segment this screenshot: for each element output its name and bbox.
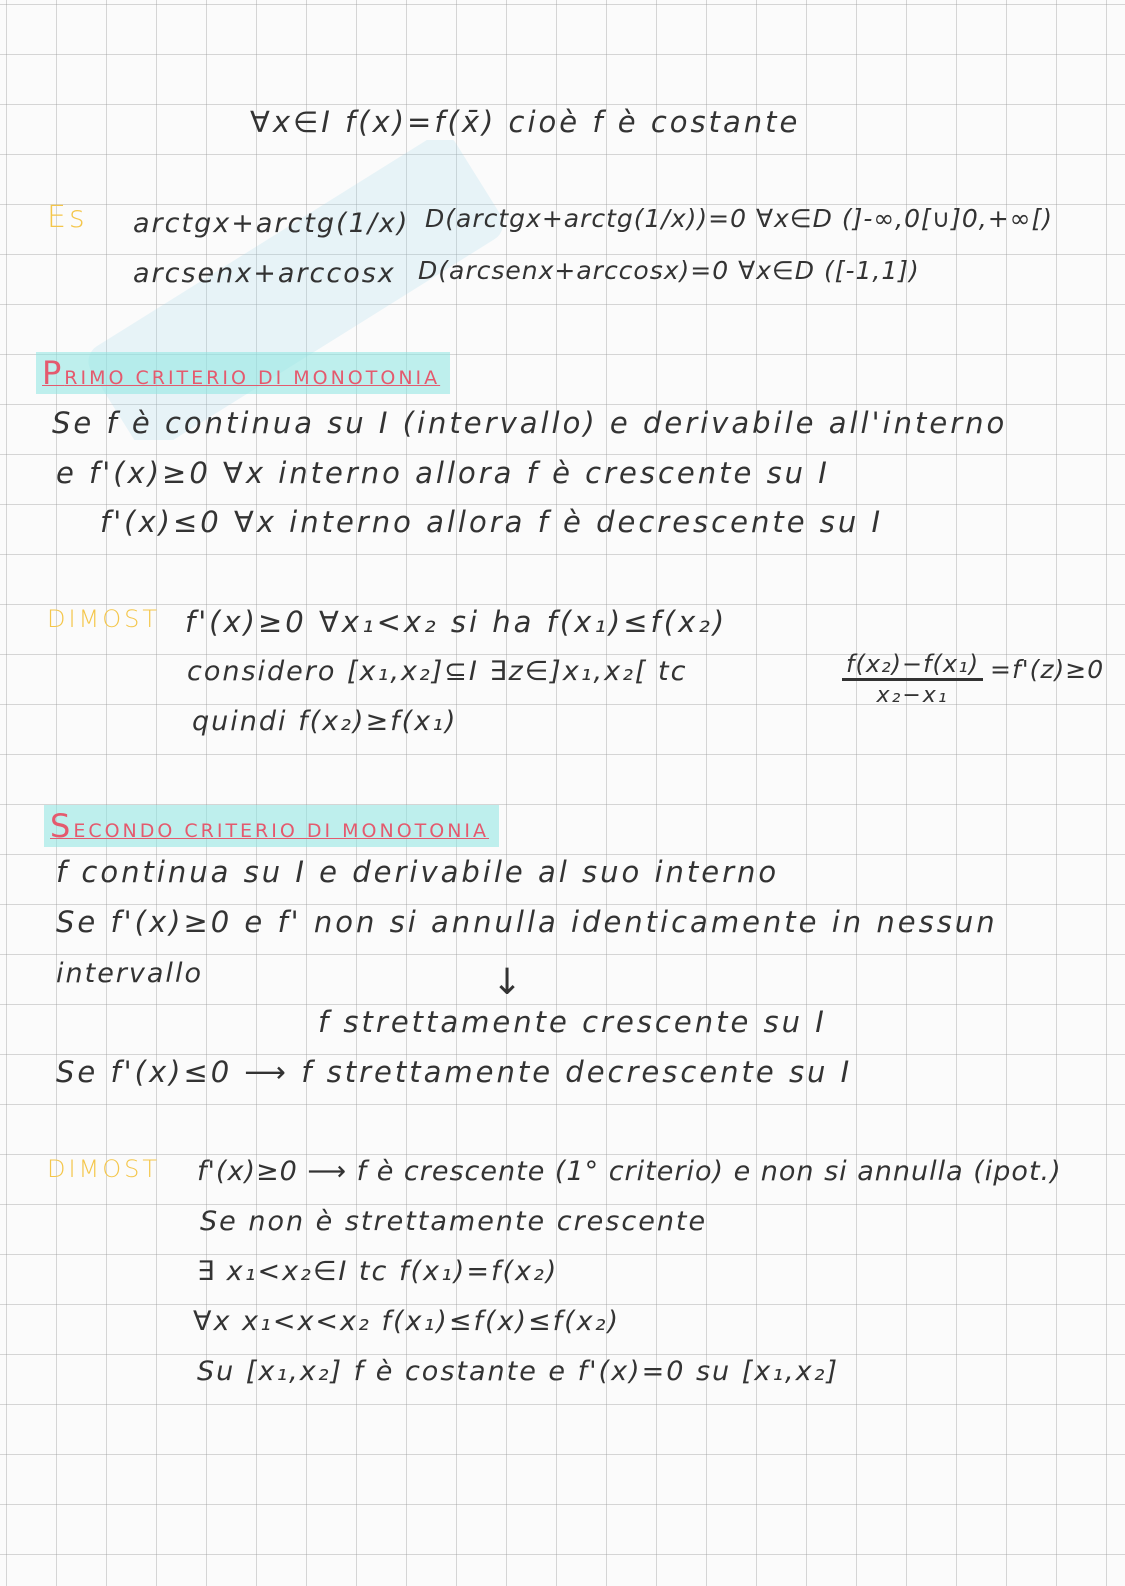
secondo-criterio-heading	[44, 805, 499, 847]
intro-line: ∀x∈I f(x)=f(x̄) cioè f è costante	[250, 105, 801, 139]
secondo-heading-rest: ECONDO CRITERIO DI MONOTONIA	[73, 820, 490, 842]
primo-criterio-heading	[36, 352, 450, 394]
dimost-1-line-1: f'(x)≥0 ∀x₁<x₂ si ha f(x₁)≤f(x₂)	[185, 605, 728, 639]
dimost-2-line-4: ∀x x₁<x<x₂ f(x₁)≤f(x)≤f(x₂)	[193, 1306, 620, 1337]
secondo-line-1: f continua su I e derivabile al suo interno	[56, 855, 780, 889]
fraction-numerator: f(x₂)−f(x₁)	[842, 650, 983, 681]
primo-line-3: f'(x)≤0 ∀x interno allora f è decrescente su I	[100, 505, 884, 539]
dimost-1-line-2: considero [x₁,x₂]⊆I ∃z∈]x₁,x₂[ tc	[187, 656, 688, 687]
dimost-1-line-3: quindi f(x₂)≥f(x₁)	[192, 706, 458, 737]
primo-heading-rest: RIMO CRITERIO DI MONOTONIA	[64, 367, 441, 389]
fraction-denominator: x₂−x₁	[876, 683, 949, 708]
secondo-heading-initial: S	[50, 807, 74, 845]
primo-heading-initial: P	[42, 354, 65, 392]
dimost-1-tag: DIMOST	[47, 605, 161, 633]
dimost-2-tag: DIMOST	[47, 1155, 161, 1183]
primo-line-2: e f'(x)≥0 ∀x interno allora f è crescente su I	[56, 456, 830, 490]
secondo-line-2: Se f'(x)≥0 e f' non si annulla identicamente in nessun	[56, 905, 998, 939]
dimost-2-line-5: Su [x₁,x₂] f è costante e f'(x)=0 su [x₁,x₂]	[197, 1356, 839, 1387]
secondo-line-5: Se f'(x)≤0 ⟶ f strettamente decrescente su I	[56, 1055, 853, 1089]
dimost-2-line-2: Se non è strettamente crescente	[200, 1206, 708, 1237]
secondo-line-4: f strettamente crescente su I	[318, 1005, 827, 1039]
secondo-line-3: intervallo	[56, 958, 203, 989]
example-1-derivative: D(arctgx+arctg(1/x))=0 ∀x∈D (]-∞,0[∪]0,+∞[)	[425, 204, 1053, 233]
fraction-rhs: =f'(z)≥0	[990, 655, 1105, 684]
dimost-2-line-1: f'(x)≥0 ⟶ f è crescente (1° criterio) e non si annulla (ipot.)	[197, 1156, 1062, 1187]
dimost-2-line-3: ∃ x₁<x₂∈I tc f(x₁)=f(x₂)	[197, 1256, 559, 1287]
mean-value-fraction	[842, 650, 983, 708]
example-1-expression: arctgx+arctg(1/x)	[133, 208, 410, 239]
example-2-expression: arcsenx+arccosx	[133, 258, 396, 289]
examples-tag: Es	[47, 200, 88, 235]
implies-arrow-icon: ↓	[492, 962, 523, 1003]
example-2-derivative: D(arcsenx+arccosx)=0 ∀x∈D ([-1,1])	[418, 256, 920, 285]
watermark-logo	[40, 140, 560, 440]
primo-line-1: Se f è continua su I (intervallo) e derivabile all'interno	[52, 406, 1008, 440]
